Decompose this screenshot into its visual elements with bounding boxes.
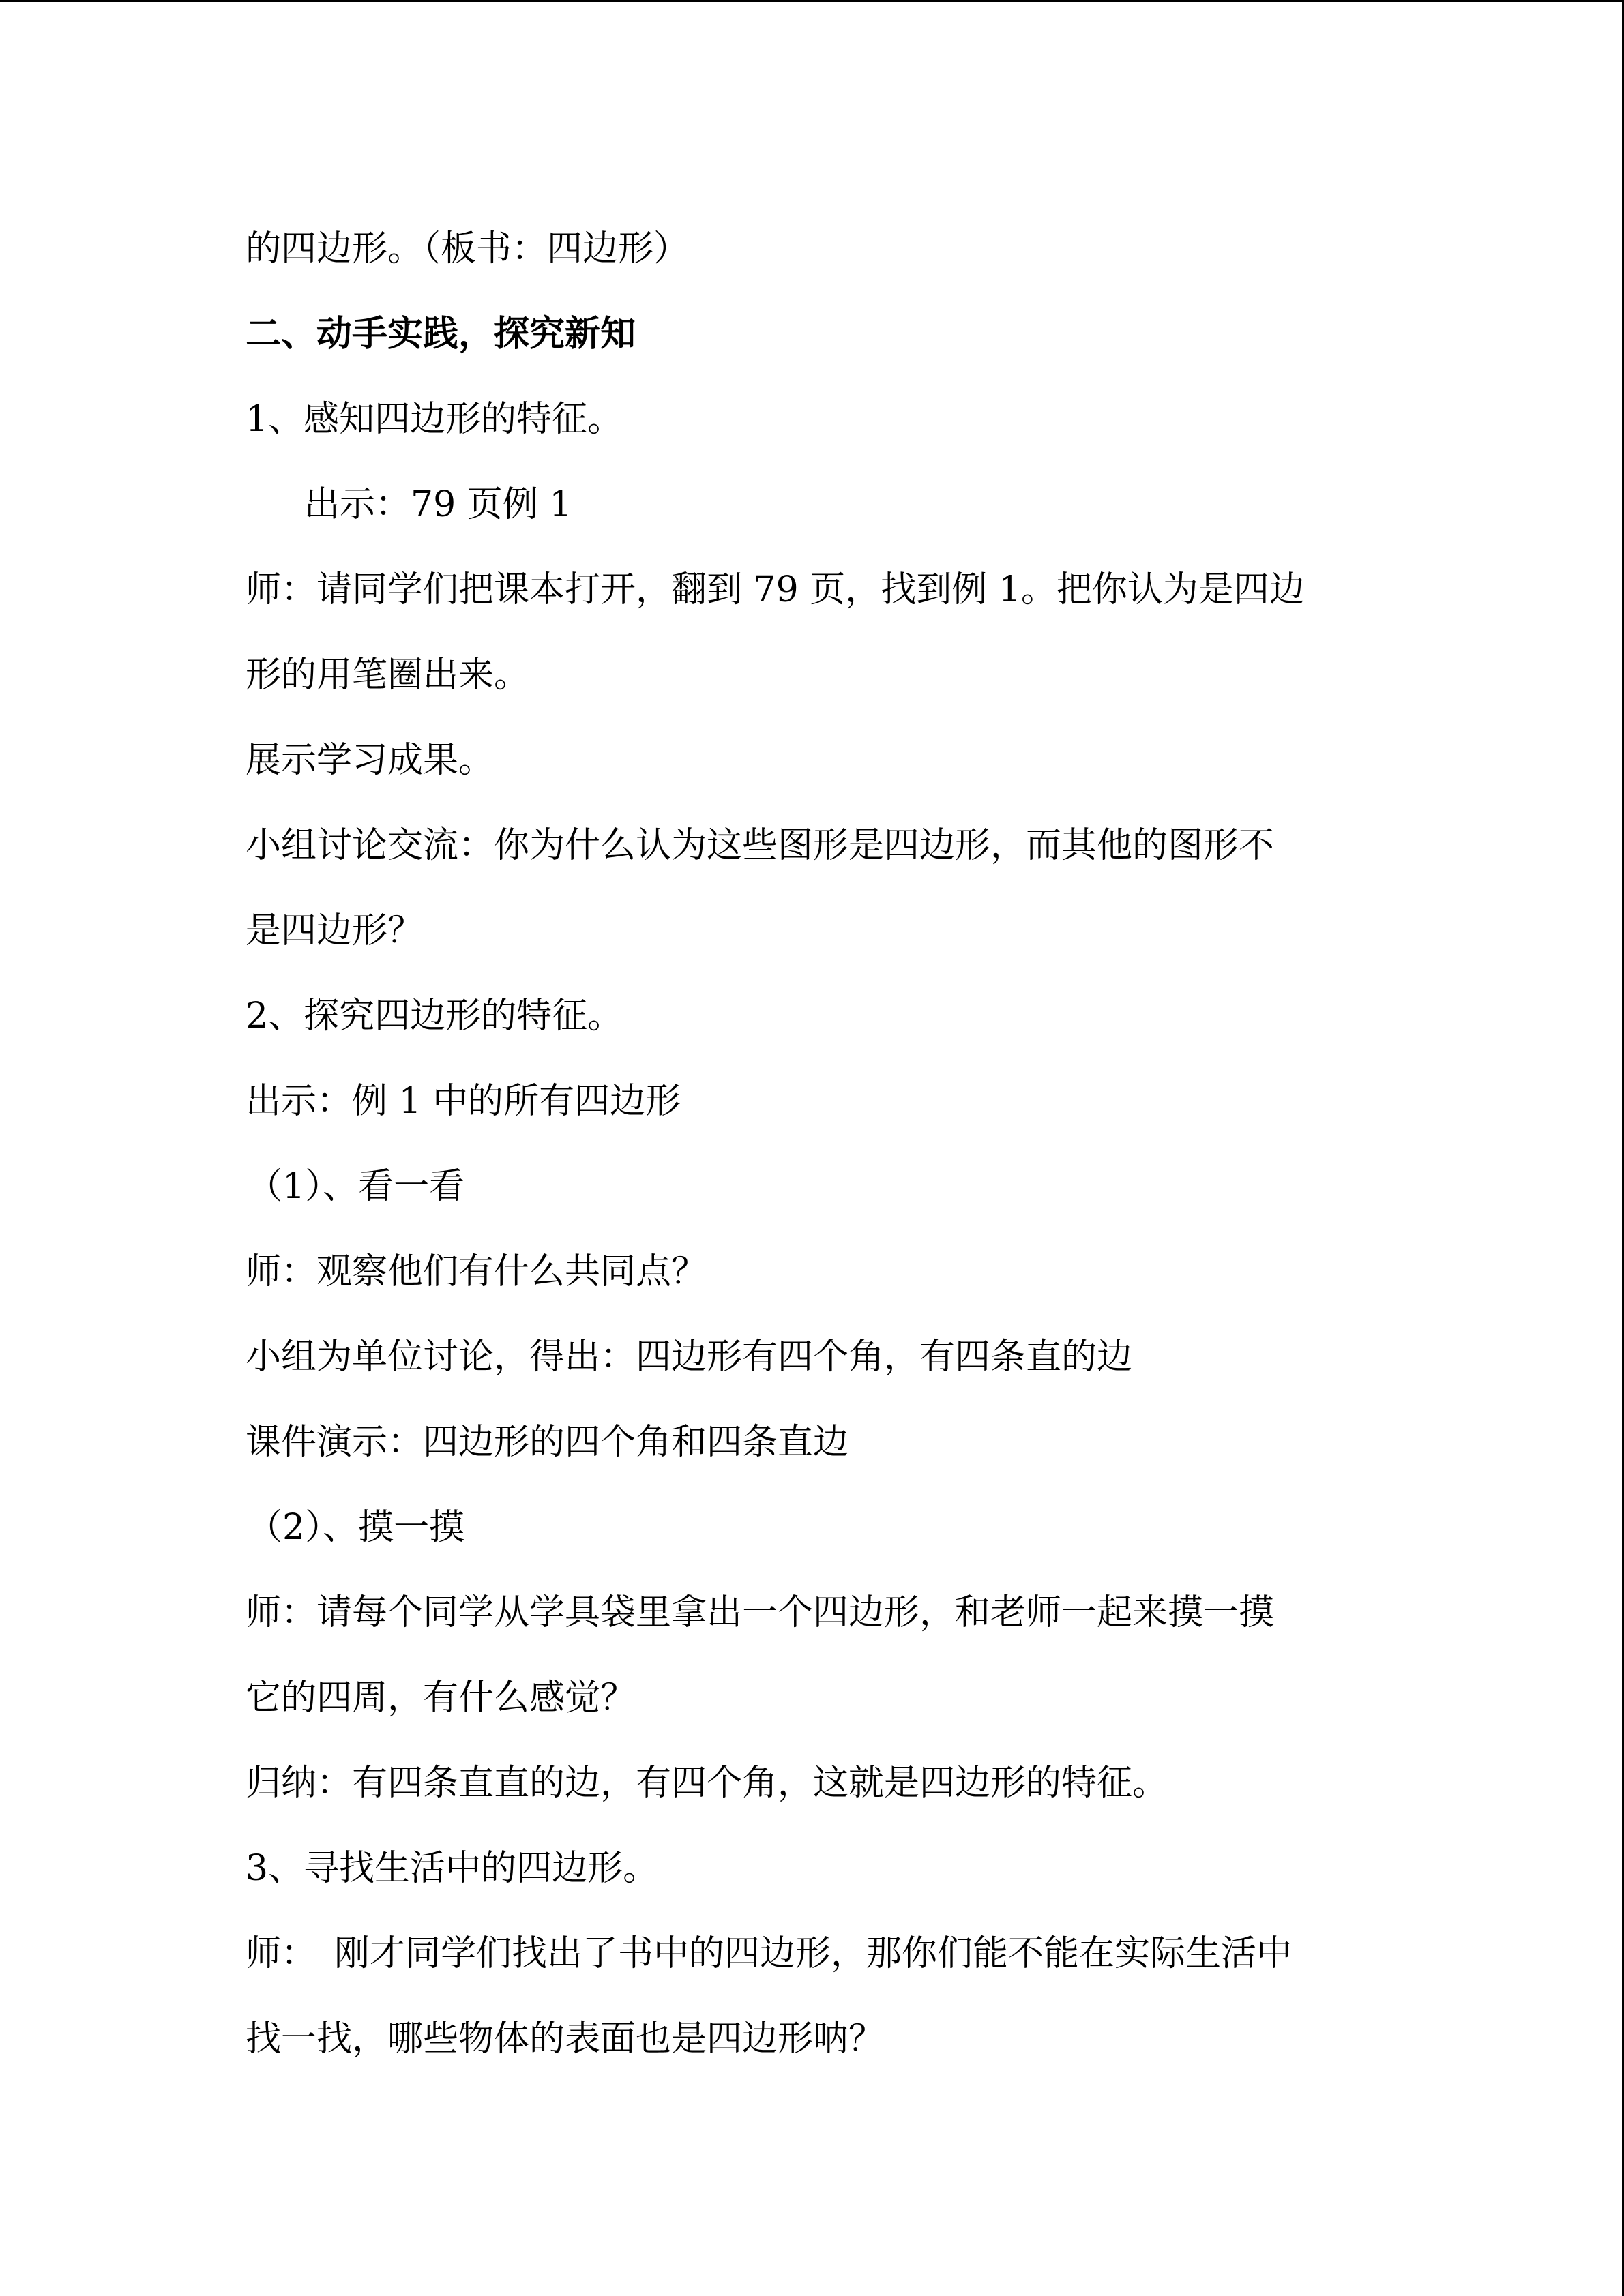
paragraph-line: 师：请每个同学从学具袋里拿出一个四边形，和老师一起来摸一摸 — [246, 1592, 1275, 1633]
paragraph-line: 小组讨论交流：你为什么认为这些图形是四边形，而其他的图形不 — [246, 825, 1275, 866]
paragraph-line: 师：请同学们把课本打开，翻到 79 页，找到例 1。把你认为是四边 — [246, 569, 1305, 610]
paragraph-line: 是四边形？ — [246, 910, 424, 951]
paragraph-line: 归纳：有四条直直的边，有四个角，这就是四边形的特征。 — [246, 1763, 1168, 1804]
subsection-heading: 1、感知四边形的特征。 — [246, 399, 623, 440]
paragraph-line: 小组为单位讨论，得出：四边形有四个角，有四条直的边 — [246, 1337, 1133, 1377]
paragraph-line: 师：观察他们有什么共同点？ — [246, 1251, 707, 1292]
paragraph-line: 师： 刚才同学们找出了书中的四边形，那你们能不能在实际生活中 — [246, 1933, 1293, 1974]
paragraph-line: 找一找，哪些物体的表面也是四边形呐？ — [246, 2018, 885, 2059]
section-heading: 二、动手实践，探究新知 — [246, 314, 636, 355]
paragraph-line: 它的四周，有什么感觉？ — [246, 1678, 636, 1718]
subsection-heading: 2、探究四边形的特征。 — [246, 996, 623, 1037]
list-item: （2）、摸一摸 — [247, 1507, 465, 1548]
document-body — [246, 207, 1391, 2082]
paragraph-line: 形的用笔圈出来。 — [246, 655, 530, 696]
paragraph-line: 的四边形。（板书：四边形） — [246, 228, 690, 269]
paragraph-line: 课件演示：四边形的四个角和四条直边 — [246, 1422, 849, 1463]
list-item: （1）、看一看 — [247, 1166, 465, 1207]
paragraph-line: 展示学习成果。 — [246, 740, 494, 781]
paragraph-line: 出示：79 页例 1 — [304, 484, 572, 525]
subsection-heading: 3、寻找生活中的四边形。 — [246, 1848, 659, 1889]
paragraph-line: 出示：例 1 中的所有四边形 — [246, 1081, 681, 1122]
